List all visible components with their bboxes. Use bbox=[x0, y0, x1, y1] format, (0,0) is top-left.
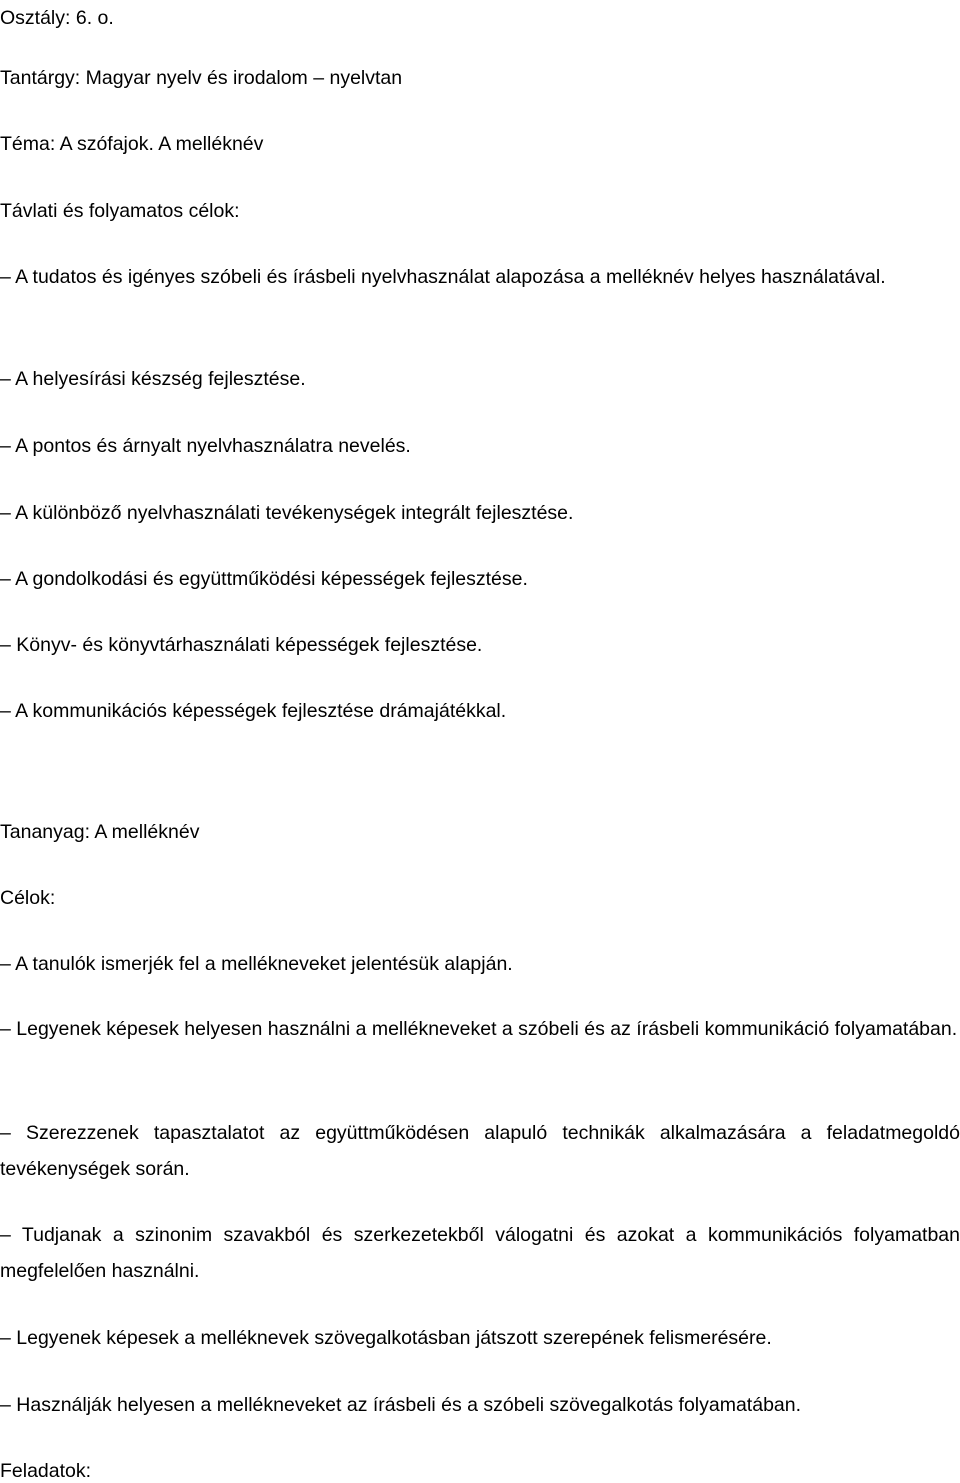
goals-heading: Célok: bbox=[0, 887, 56, 909]
long-term-goal-item: – A tudatos és igényes szóbeli és írásbeli nyelvhasználat alapozása a melléknév helyes használatával. bbox=[0, 266, 886, 288]
long-term-goal-item: – A kommunikációs képességek fejlesztése drámajátékkal. bbox=[0, 700, 507, 722]
long-term-goal-item: – A pontos és árnyalt nyelvhasználatra nevelés. bbox=[0, 435, 411, 457]
long-term-goal-item: – A különböző nyelvhasználati tevékenységek integrált fejlesztése. bbox=[0, 502, 574, 524]
class-line: Osztály: 6. o. bbox=[0, 7, 114, 29]
subject-line: Tantárgy: Magyar nyelv és irodalom – nyelvtan bbox=[0, 67, 403, 89]
tasks-heading: Feladatok: bbox=[0, 1460, 92, 1482]
goal-item: – Legyenek képesek helyesen használni a mellékneveket a szóbeli és az írásbeli kommunikáció folyamatában. bbox=[0, 1018, 958, 1040]
goal-item: – Legyenek képesek a melléknevek szövegalkotásban játszott szerepének felismerésére. bbox=[0, 1327, 772, 1349]
goal-item: – Tudjanak a szinonim szavakból és szerkezetekből válogatni és azokat a kommunikációs folyamatban megfelelően használni. bbox=[0, 1224, 960, 1282]
long-term-goal-item: – A helyesírási készség fejlesztése. bbox=[0, 368, 306, 390]
goal-item: – A tanulók ismerjék fel a mellékneveket jelentésük alapján. bbox=[0, 953, 513, 975]
goal-item: – Használják helyesen a mellékneveket az írásbeli és a szóbeli szövegalkotás folyamatában. bbox=[0, 1394, 802, 1416]
long-term-goal-item: – A gondolkodási és együttműködési képességek fejlesztése. bbox=[0, 568, 528, 590]
topic-line: Téma: A szófajok. A melléknév bbox=[0, 133, 264, 155]
long-term-goals-heading: Távlati és folyamatos célok: bbox=[0, 200, 240, 222]
material-line: Tananyag: A melléknév bbox=[0, 821, 200, 843]
long-term-goal-item: – Könyv- és könyvtárhasználati képességek fejlesztése. bbox=[0, 634, 483, 656]
goal-item: – Szerezzenek tapasztalatot az együttműködésen alapuló technikák alkalmazására a feladatmegoldó tevékenységek során. bbox=[0, 1122, 960, 1180]
